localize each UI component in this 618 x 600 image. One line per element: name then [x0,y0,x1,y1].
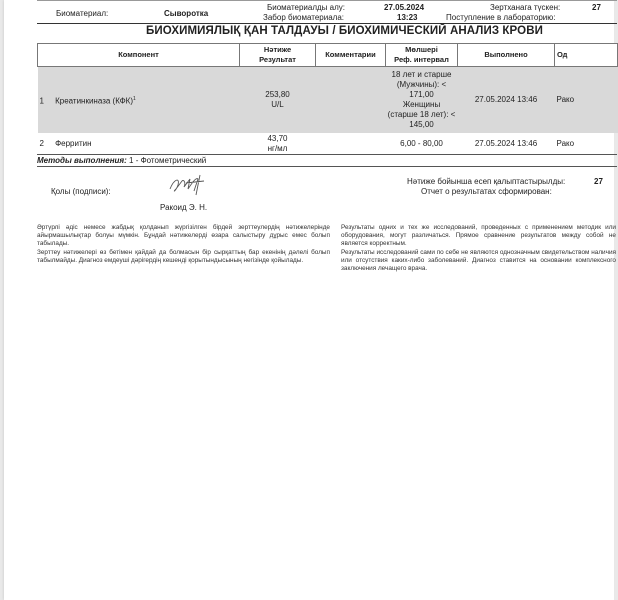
methods-value: 1 - Фотометрический [126,156,207,165]
collect-time: 13:23 [397,13,418,22]
col-reference: Мөлшері Реф. интервал [386,44,458,67]
disclaimer-ru-paragraph: Результаты исследований сами по себе не являются однозначным свидетельством наличия или отсутствия каких-либо заболеваний. Диагноз ставится на основании комплексного заключения лечащего врача. [341,248,616,273]
page-title: БИОХИМИЯЛЫҚ ҚАН ТАЛДАУЫ / БИОХИМИЧЕСКИЙ АНАЛИЗ КРОВИ [146,25,543,37]
col-component: Компонент [38,44,240,67]
row-extra-cell: Рако [556,139,575,148]
report-label-kz: Нәтиже бойынша есеп қалыптастырылды: [407,177,566,186]
disclaimer-kz [37,224,330,265]
document-page [4,0,614,600]
report-value: 27 [594,177,603,186]
results-table [37,43,618,155]
row-result-cell: 43,70 нг/мл [267,134,288,153]
disclaimer-ru [341,224,616,273]
row-extra-cell: Рако [555,67,618,134]
disclaimer-ru-paragraph: Результаты одних и тех же исследований, проведенных с применением методик или оборудования, могут различаться. Прямое сравнение результатов между собой не является корректным. [341,224,616,248]
row-comment-cell [316,133,386,155]
row-done-cell: 27.05.2024 13:46 [474,139,538,148]
row-name-cell: 2 Ферритин [39,139,92,148]
title-top-rule [37,23,617,24]
col-comments: Комментарии [316,44,386,67]
row-reference-cell: 18 лет и старше (Мужчины): < 171,00 Женщины (старше 18 лет): < 145,00 [386,67,458,134]
col-extra: Од [555,44,618,67]
table-header-row [38,44,618,67]
col-done: Выполнено [458,44,555,67]
signer-name: Ракоид Э. Н. [160,203,208,212]
signature-label: Қолы (подписи): [51,187,111,196]
biomaterial-value: Сыворотка [164,9,209,18]
collect-date: 27.05.2024 [384,3,425,12]
lab-label-ru: Поступление в лабораторию: [446,13,556,22]
methods-label: Методы выполнения: [37,156,127,165]
row-comment-cell [316,67,386,134]
signature-image [164,171,212,199]
collect-label-ru: Забор биоматериала: [263,13,344,22]
row-reference-cell: 6,00 - 80,00 [400,139,443,148]
table-row [38,133,618,155]
methods-line [37,154,617,167]
disclaimer-kz-paragraph: Әртүрлі әдіс немесе жабдық қолданып жүргізілген бірдей зерттеулердің нәтижелерінде айырмашылықтар болуы мүмкін. Бұндай нәтижелерді өзара салыстыру дұрыс емес болып табылады. [37,224,330,248]
report-label-ru: Отчет о результатах сформирован: [421,187,552,196]
biomaterial-label: Биоматериал: [56,9,109,18]
lab-label-kz: Зертханага түскен: [490,3,561,12]
disclaimer-kz-paragraph: Зерттеу нәтижелері өз бетімен қайдай да болмасын бір сырқаттың бар екенінің дәлелі болып табылмайды. Диагноз емдеуші дәрігердің кешенді қорытындысының негізінде қойылады. [37,248,330,264]
row-result-cell: 253,80 U/L [240,67,316,134]
row-done-cell: 27.05.2024 13:46 [458,67,555,134]
col-result: Нәтиже Результат [240,44,316,67]
table-row [38,67,618,134]
row-name-cell: 1 Креатинкиназа (КФК)$^1$ [38,67,240,134]
lab-value: 27 [592,3,601,12]
header-top-rule [37,0,617,1]
collect-label-kz: Биоматериалды алу: [267,3,345,12]
